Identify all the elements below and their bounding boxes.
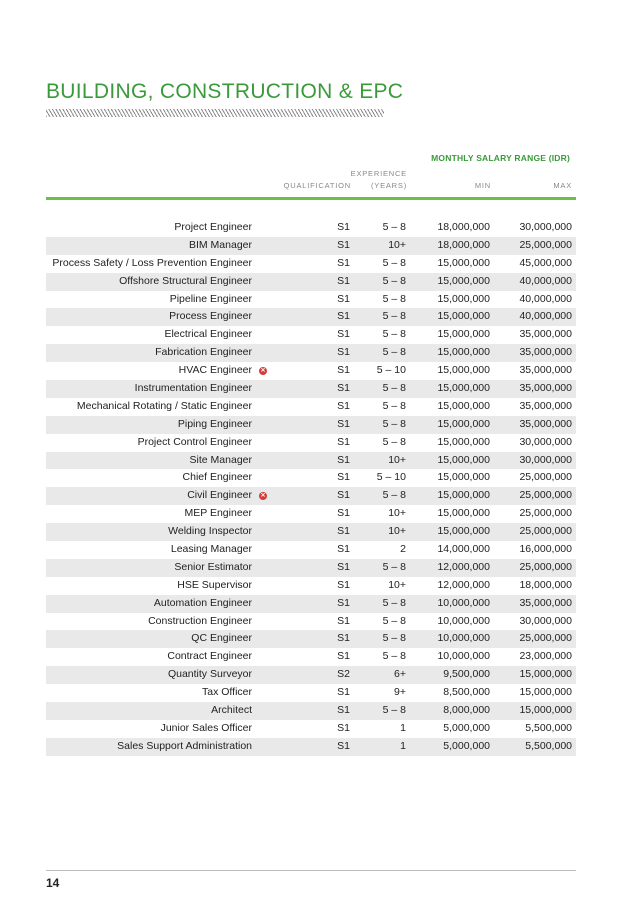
- salary-table: [46, 219, 576, 756]
- table-row: [46, 219, 576, 237]
- max-salary-cell: 35,000,000: [519, 382, 572, 395]
- max-salary-cell: 40,000,000: [519, 292, 572, 305]
- min-salary-cell: 15,000,000: [437, 310, 490, 323]
- max-salary-cell: 16,000,000: [519, 543, 572, 556]
- table-row: [46, 469, 576, 487]
- job-title-cell: Offshore Structural Engineer: [119, 274, 252, 287]
- min-salary-cell: 5,000,000: [443, 721, 490, 734]
- qualification-cell: S1: [337, 238, 350, 251]
- table-row: [46, 720, 576, 738]
- min-salary-cell: 12,000,000: [437, 560, 490, 573]
- qualification-cell: S1: [337, 435, 350, 448]
- qualification-cell: S1: [337, 471, 350, 484]
- table-row: [46, 237, 576, 255]
- table-row: [46, 487, 576, 505]
- experience-cell: 10+: [388, 525, 406, 538]
- min-salary-cell: 15,000,000: [437, 525, 490, 538]
- job-title-cell: Instrumentation Engineer: [134, 382, 252, 395]
- qualification-cell: S1: [337, 614, 350, 627]
- job-title-cell: Junior Sales Officer: [160, 721, 252, 734]
- qualification-cell: S2: [337, 668, 350, 681]
- min-salary-cell: 15,000,000: [437, 489, 490, 502]
- table-row: [46, 577, 576, 595]
- job-title-cell: Process Engineer: [169, 310, 252, 323]
- qualification-cell: S1: [337, 292, 350, 305]
- column-header-max: MAX: [553, 181, 572, 190]
- min-salary-cell: 10,000,000: [437, 614, 490, 627]
- min-salary-cell: 18,000,000: [437, 238, 490, 251]
- qualification-cell: S1: [337, 256, 350, 269]
- experience-cell: 1: [400, 739, 406, 752]
- column-header-min: MIN: [474, 181, 491, 190]
- qualification-cell: S1: [337, 525, 350, 538]
- table-row: [46, 666, 576, 684]
- min-salary-cell: 15,000,000: [437, 453, 490, 466]
- qualification-cell: S1: [337, 650, 350, 663]
- max-salary-cell: 25,000,000: [519, 238, 572, 251]
- experience-cell: 5 – 8: [382, 256, 406, 269]
- max-salary-cell: 25,000,000: [519, 525, 572, 538]
- qualification-cell: S1: [337, 346, 350, 359]
- min-salary-cell: 15,000,000: [437, 417, 490, 430]
- max-salary-cell: 18,000,000: [519, 578, 572, 591]
- experience-cell: 5 – 8: [382, 328, 406, 341]
- max-salary-cell: 30,000,000: [519, 614, 572, 627]
- job-title-cell: Project Engineer: [174, 221, 252, 233]
- max-salary-cell: 15,000,000: [519, 668, 572, 681]
- table-row: [46, 452, 576, 470]
- job-title-cell: Architect: [211, 704, 252, 717]
- experience-cell: 5 – 8: [382, 399, 406, 412]
- min-salary-cell: 10,000,000: [437, 596, 490, 609]
- qualification-cell: S1: [337, 364, 350, 377]
- column-header-qualification: QUALIFICATION: [283, 181, 351, 190]
- max-salary-cell: 15,000,000: [519, 686, 572, 699]
- experience-cell: 1: [400, 721, 406, 734]
- max-salary-cell: 25,000,000: [519, 507, 572, 520]
- min-salary-cell: 15,000,000: [437, 328, 490, 341]
- experience-cell: 5 – 8: [382, 292, 406, 305]
- max-salary-cell: 25,000,000: [519, 471, 572, 484]
- experience-cell: 5 – 8: [382, 346, 406, 359]
- job-title-cell: Tax Officer: [202, 686, 252, 699]
- qualification-cell: S1: [337, 489, 350, 502]
- experience-cell: 5 – 8: [382, 221, 406, 233]
- qualification-cell: S1: [337, 560, 350, 573]
- min-salary-cell: 12,000,000: [437, 578, 490, 591]
- experience-cell: 5 – 8: [382, 560, 406, 573]
- table-row: [46, 613, 576, 631]
- table-row: [46, 684, 576, 702]
- min-salary-cell: 15,000,000: [437, 507, 490, 520]
- experience-cell: 5 – 8: [382, 596, 406, 609]
- min-salary-cell: 15,000,000: [437, 346, 490, 359]
- experience-cell: 5 – 10: [376, 471, 406, 484]
- table-row: [46, 326, 576, 344]
- qualification-cell: S1: [337, 328, 350, 341]
- max-salary-cell: 30,000,000: [519, 435, 572, 448]
- qualification-cell: S1: [337, 221, 350, 233]
- min-salary-cell: 15,000,000: [437, 471, 490, 484]
- experience-cell: 5 – 8: [382, 632, 406, 645]
- experience-cell: 2: [400, 543, 406, 556]
- job-title-cell: BIM Manager: [188, 238, 252, 251]
- job-title-cell: Contract Engineer: [167, 650, 252, 663]
- min-salary-cell: 8,500,000: [443, 686, 490, 699]
- job-title-cell: Welding Inspector: [168, 525, 252, 538]
- experience-cell: 9+: [394, 686, 406, 699]
- qualification-cell: S1: [337, 578, 350, 591]
- qualification-cell: S1: [337, 453, 350, 466]
- table-row: [46, 434, 576, 452]
- qualification-cell: S1: [337, 417, 350, 430]
- max-salary-cell: 30,000,000: [519, 453, 572, 466]
- column-header-experience: [351, 168, 407, 192]
- min-salary-cell: 15,000,000: [437, 382, 490, 395]
- qualification-cell: S1: [337, 507, 350, 520]
- job-title-cell: Process Safety / Loss Prevention Engineer: [52, 256, 252, 269]
- experience-cell: 5 – 8: [382, 274, 406, 287]
- table-row: [46, 630, 576, 648]
- job-title-cell: Mechanical Rotating / Static Engineer: [76, 399, 252, 412]
- table-row: [46, 648, 576, 666]
- job-title-cell: Sales Support Administration: [117, 739, 252, 752]
- experience-cell: 5 – 8: [382, 435, 406, 448]
- table-row: [46, 255, 576, 273]
- experience-cell: 5 – 8: [382, 650, 406, 663]
- min-salary-cell: 5,000,000: [443, 739, 490, 752]
- table-row: [46, 344, 576, 362]
- job-title-cell: Civil Engineer: [187, 489, 252, 502]
- max-salary-cell: 45,000,000: [519, 256, 572, 269]
- job-title-cell: QC Engineer: [191, 632, 252, 645]
- max-salary-cell: 35,000,000: [519, 328, 572, 341]
- table-row: [46, 308, 576, 326]
- max-salary-cell: 35,000,000: [519, 399, 572, 412]
- decorative-hatch-divider: [46, 109, 384, 117]
- max-salary-cell: 25,000,000: [519, 489, 572, 502]
- max-salary-cell: 15,000,000: [519, 704, 572, 717]
- job-title-cell: Leasing Manager: [170, 543, 252, 556]
- table-row: [46, 738, 576, 756]
- max-salary-cell: 40,000,000: [519, 274, 572, 287]
- max-salary-cell: 35,000,000: [519, 596, 572, 609]
- qualification-cell: S1: [337, 382, 350, 395]
- job-title-cell: Chief Engineer: [182, 471, 252, 484]
- max-salary-cell: 23,000,000: [519, 650, 572, 663]
- min-salary-cell: 15,000,000: [437, 292, 490, 305]
- experience-cell: 5 – 8: [382, 382, 406, 395]
- min-salary-cell: 15,000,000: [437, 435, 490, 448]
- min-salary-cell: 10,000,000: [437, 650, 490, 663]
- min-salary-cell: 14,000,000: [437, 543, 490, 556]
- column-header-experience-line2: (YEARS): [370, 181, 407, 190]
- max-salary-cell: 40,000,000: [519, 310, 572, 323]
- page-title: BUILDING, CONSTRUCTION & EPC: [46, 80, 404, 103]
- job-title-cell: Automation Engineer: [153, 596, 252, 609]
- job-title-cell: Site Manager: [189, 453, 252, 466]
- qualification-cell: S1: [337, 543, 350, 556]
- experience-cell: 10+: [388, 453, 406, 466]
- qualification-cell: S1: [337, 596, 350, 609]
- table-row: [46, 291, 576, 309]
- table-row: [46, 398, 576, 416]
- table-row: [46, 505, 576, 523]
- table-row: [46, 559, 576, 577]
- table-row: [46, 416, 576, 434]
- experience-cell: 10+: [388, 238, 406, 251]
- max-salary-cell: 35,000,000: [519, 364, 572, 377]
- salary-range-heading: MONTHLY SALARY RANGE (IDR): [431, 153, 570, 163]
- max-salary-cell: 5,500,000: [525, 739, 572, 752]
- page-number: 14: [46, 876, 60, 890]
- job-title-cell: Construction Engineer: [148, 614, 252, 627]
- max-salary-cell: 30,000,000: [519, 221, 572, 233]
- highlight-marker-icon: ✕: [260, 368, 266, 375]
- job-title-cell: Electrical Engineer: [164, 328, 252, 341]
- experience-cell: 6+: [394, 668, 406, 681]
- max-salary-cell: 35,000,000: [519, 346, 572, 359]
- experience-cell: 5 – 8: [382, 614, 406, 627]
- experience-cell: 5 – 10: [376, 364, 406, 377]
- qualification-cell: S1: [337, 632, 350, 645]
- table-row: [46, 362, 576, 380]
- table-row: [46, 523, 576, 541]
- table-row: [46, 273, 576, 291]
- table-row: [46, 702, 576, 720]
- qualification-cell: S1: [337, 686, 350, 699]
- max-salary-cell: 25,000,000: [519, 632, 572, 645]
- qualification-cell: S1: [337, 739, 350, 752]
- qualification-cell: S1: [337, 310, 350, 323]
- max-salary-cell: 35,000,000: [519, 417, 572, 430]
- job-title-cell: Project Control Engineer: [137, 435, 252, 448]
- min-salary-cell: 15,000,000: [437, 256, 490, 269]
- max-salary-cell: 5,500,000: [525, 721, 572, 734]
- min-salary-cell: 10,000,000: [437, 632, 490, 645]
- job-title-cell: HVAC Engineer: [178, 364, 252, 377]
- job-title-cell: Piping Engineer: [177, 417, 252, 430]
- min-salary-cell: 9,500,000: [443, 668, 490, 681]
- table-row: [46, 380, 576, 398]
- job-title-cell: Fabrication Engineer: [155, 346, 252, 359]
- experience-cell: 5 – 8: [382, 704, 406, 717]
- highlight-marker-icon: ✕: [260, 493, 266, 500]
- header-rule: [46, 197, 576, 200]
- table-row: [46, 595, 576, 613]
- qualification-cell: S1: [337, 274, 350, 287]
- qualification-cell: S1: [337, 704, 350, 717]
- min-salary-cell: 15,000,000: [437, 274, 490, 287]
- job-title-cell: MEP Engineer: [184, 507, 252, 520]
- job-title-cell: Senior Estimator: [174, 560, 252, 573]
- job-title-cell: Pipeline Engineer: [169, 292, 252, 305]
- min-salary-cell: 15,000,000: [437, 399, 490, 412]
- max-salary-cell: 25,000,000: [519, 560, 572, 573]
- experience-cell: 5 – 8: [382, 417, 406, 430]
- min-salary-cell: 15,000,000: [437, 364, 490, 377]
- min-salary-cell: 18,000,000: [437, 221, 490, 233]
- qualification-cell: S1: [337, 399, 350, 412]
- table-row: [46, 541, 576, 559]
- experience-cell: 10+: [388, 507, 406, 520]
- job-title-cell: Quantity Surveyor: [167, 668, 252, 681]
- job-title-cell: HSE Supervisor: [177, 578, 252, 591]
- experience-cell: 5 – 8: [382, 489, 406, 502]
- experience-cell: 10+: [388, 578, 406, 591]
- column-header-experience-line1: EXPERIENCE: [350, 169, 407, 178]
- experience-cell: 5 – 8: [382, 310, 406, 323]
- min-salary-cell: 8,000,000: [443, 704, 490, 717]
- qualification-cell: S1: [337, 721, 350, 734]
- footer-rule: [46, 870, 576, 871]
